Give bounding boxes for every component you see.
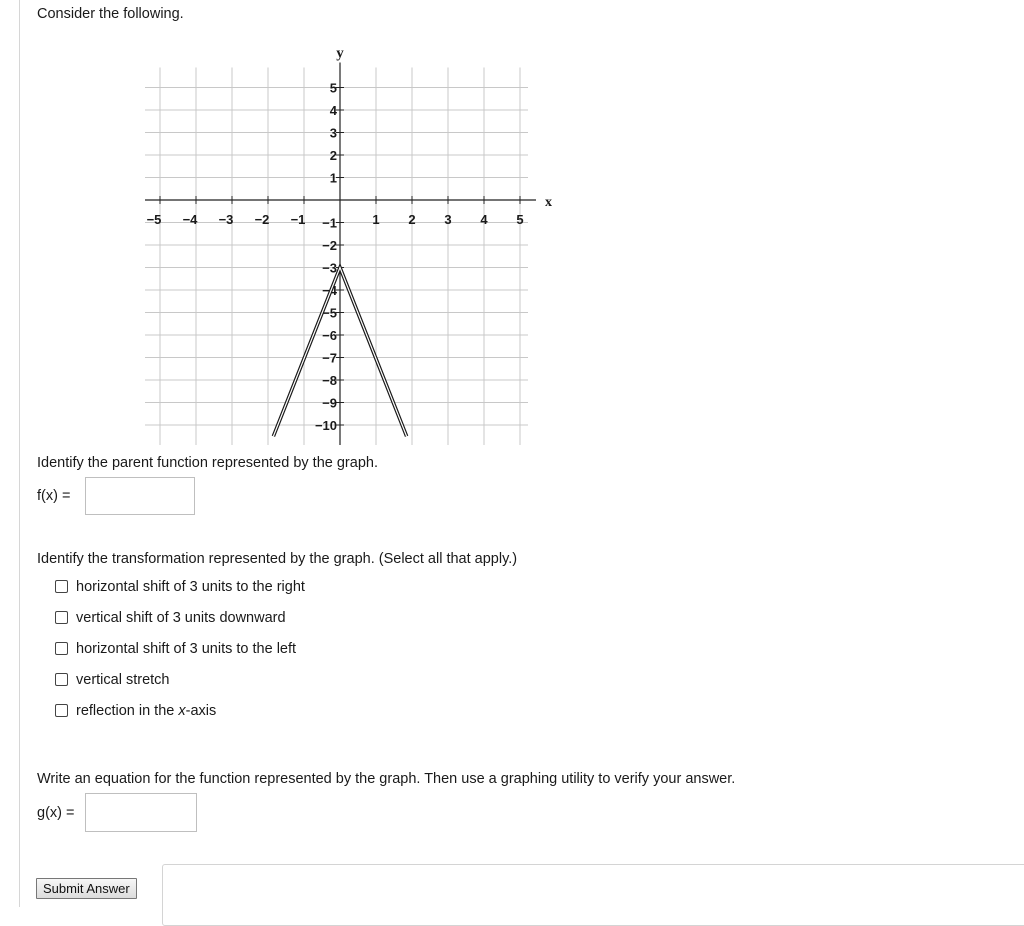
option-label-pre: reflection in the [76,702,179,719]
y-tick-label: 1 [329,170,337,186]
parent-function-input[interactable] [85,477,195,515]
x-tick-label: −4 [182,212,198,227]
option-reflection-x-axis[interactable] [55,695,305,726]
option-label [76,703,216,719]
option-label: vertical shift of 3 units downward [76,609,286,626]
x-tick-label: 3 [444,212,452,227]
y-axis-label: y [336,45,344,62]
x-tick-label: 5 [516,212,524,227]
y-tick-label: −3 [322,260,337,276]
y-tick-label: −1 [322,215,337,231]
option-label-var: x [178,702,186,719]
part1-answer-row [37,477,195,515]
y-tick-label: −7 [322,350,337,366]
y-tick-label: −5 [322,305,337,321]
x-tick-label: −3 [218,212,234,227]
y-tick-label: −10 [314,418,337,433]
x-tick-label: 2 [408,212,416,227]
checkbox-reflection-x-axis[interactable] [55,704,68,717]
equation-input[interactable] [85,793,197,832]
x-tick-label: −5 [146,212,162,227]
x-tick-label: −1 [290,212,306,227]
option-vertical-down[interactable] [55,602,305,633]
y-tick-label: −6 [322,328,337,343]
fx-label: f(x) = [37,488,71,504]
x-tick-label: −2 [254,212,270,227]
function-graph [140,40,560,450]
option-label: horizontal shift of 3 units to the right [76,578,305,595]
gx-label: g(x) = [37,804,75,821]
checkbox-vertical-stretch[interactable] [55,673,68,686]
checkbox-horizontal-left[interactable] [55,642,68,655]
intro-text: Consider the following. [37,6,184,22]
option-vertical-stretch[interactable] [55,664,305,695]
option-label-post: -axis [185,702,217,719]
y-tick-label: 4 [329,103,337,118]
x-tick-label: 4 [480,212,488,227]
y-tick-label: 2 [329,148,337,163]
y-tick-label: −9 [322,395,337,411]
checkbox-horizontal-right[interactable] [55,580,68,593]
left-divider [19,0,20,907]
submit-answer-button[interactable]: Submit Answer [36,878,137,899]
part1-prompt: Identify the parent function represented by the graph. [37,455,378,471]
checkbox-vertical-down[interactable] [55,611,68,624]
y-tick-label: −2 [322,238,337,253]
result-panel [162,864,1024,926]
y-tick-label: 5 [329,80,337,96]
option-horizontal-right[interactable] [55,571,305,602]
y-tick-label: −8 [322,373,337,388]
option-horizontal-left[interactable] [55,633,305,664]
y-tick-label: −4 [322,283,337,298]
part2-prompt: Identify the transformation represented by the graph. (Select all that apply.) [37,551,518,567]
transformation-options [55,571,305,726]
part3-answer-row [37,793,197,832]
x-axis-label: x [545,195,552,210]
x-tick-label: 1 [372,212,380,227]
option-label: horizontal shift of 3 units to the left [76,640,297,657]
part3-prompt: Write an equation for the function represented by the graph. Then use a graphing utility to verify your answer. [37,771,736,787]
y-tick-label: 3 [329,125,337,141]
option-label: vertical stretch [76,671,170,688]
